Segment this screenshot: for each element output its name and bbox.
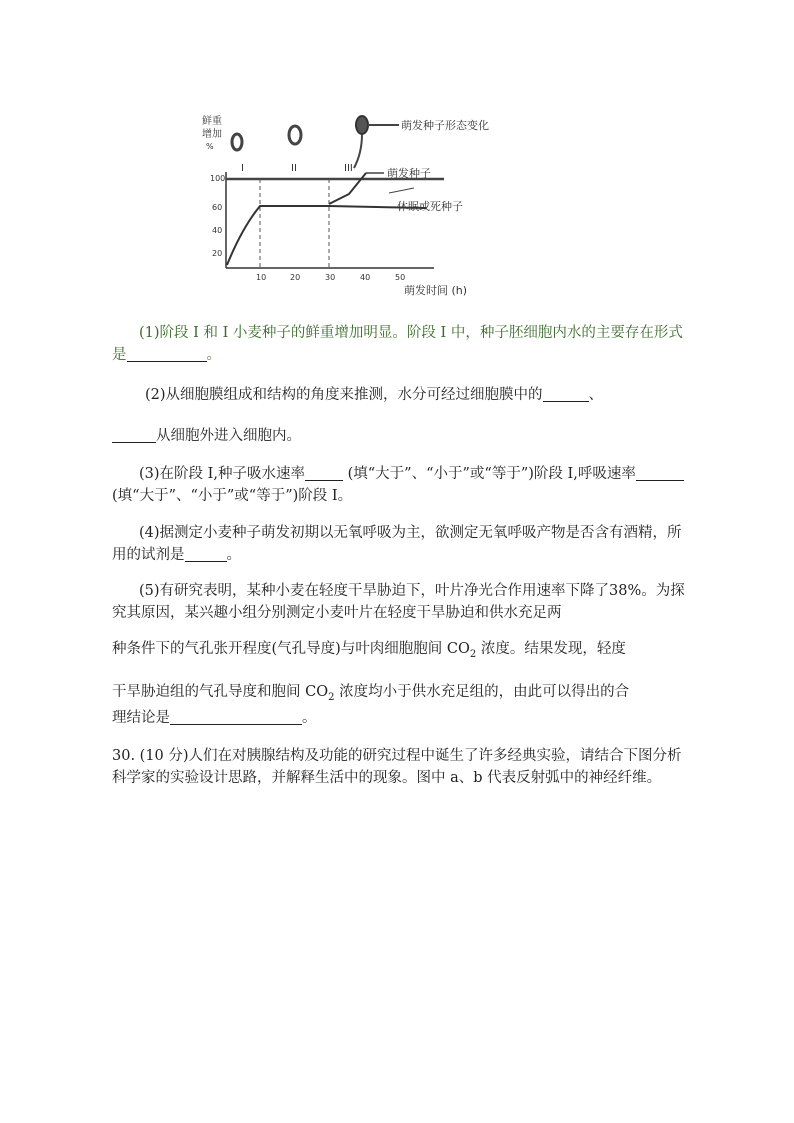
y-label-3: % [206, 142, 214, 151]
q5-line3b: 浓度。结果发现，轻度 [476, 641, 626, 657]
y-tick-20: 20 [212, 249, 223, 258]
q30-text: 30. (10 分)人们在对胰腺结构及功能的研究过程中诞生了许多经典实验，请结合下图分析科学家的实验设计思路，并解释生活中的现象。图中 a、b 代表反射弧中的神经纤维。 [112, 748, 682, 786]
y-label-1: 鲜重 [202, 116, 222, 127]
q5-co2-sub-1: 2 [469, 648, 477, 660]
question-5-line-5 [112, 707, 692, 729]
x-tick-10: 10 [256, 273, 267, 282]
question-4 [112, 522, 692, 566]
q4-text: (4)据测定小麦种子萌发初期以无氧呼吸为主，欲测定无氧呼吸产物是否含有酒精，所用的试剂是 [112, 525, 682, 563]
question-30 [112, 745, 694, 789]
q3-blank-2[interactable] [636, 466, 684, 481]
q3-part1: (3)在阶段 I,种子吸水速率 [139, 466, 305, 482]
x-axis-label: 萌发时间 (h) [404, 284, 468, 297]
stage-label-2: II [291, 163, 297, 174]
q5-line3a: 种条件下的气孔张开程度(气孔导度)与叶肉细胞胞间 CO [112, 641, 470, 657]
stage-label-1: I [241, 163, 244, 174]
question-2-line-2 [112, 425, 692, 447]
q4-end: 。 [226, 547, 241, 563]
dormant-seed-curve [227, 206, 426, 265]
q2-line2: 从细胞外进入细胞内。 [156, 428, 301, 444]
q5-line1: (5)有研究表明，某种小麦在轻度干旱胁迫下，叶片净光合作用速率下降了38%。为探究其原因，某兴趣小组分别测定小麦叶片在轻度干旱胁迫和供水充足两 [112, 583, 685, 621]
q3-part3: (填“大于”、“小于”或“等于”)阶段 I。 [112, 488, 353, 504]
x-tick-50: 50 [395, 273, 406, 282]
q4-blank[interactable] [185, 547, 227, 562]
x-tick-20: 20 [290, 273, 301, 282]
q2-text: (2)从细胞膜组成和结构的角度来推测，水分可经过细胞膜中的 [145, 387, 543, 403]
question-5 [112, 580, 692, 624]
x-tick-40: 40 [360, 273, 371, 282]
y-label-2: 增加 [202, 129, 222, 140]
question-5-line-4 [112, 681, 692, 703]
q2-blank-1[interactable] [543, 387, 589, 402]
q1-blank[interactable] [127, 347, 207, 362]
seed-weight-chart [194, 108, 494, 306]
question-1 [112, 322, 692, 366]
q1-text: (1)阶段 I 和 I 小麦种子的鲜重增加明显。阶段 I 中，种子胚细胞内水的主要存在形式是 [112, 325, 683, 363]
seed-stage2-icon [289, 126, 301, 144]
annotation-seed-shape: 萌发种子形态变化 [401, 119, 489, 132]
question-2 [112, 384, 692, 406]
stage-label-3: III [344, 163, 353, 174]
germinating-seed-curve [329, 173, 366, 204]
seed-stage3-icon [356, 116, 368, 134]
q3-part2: (填“大于”、“小于”或“等于”)阶段 I,呼吸速率 [343, 466, 636, 482]
q5-line4b: 浓度均小于供水充足组的，由此可以得出的合 [334, 684, 630, 700]
q5-end: 。 [302, 710, 317, 726]
q1-end: 。 [206, 347, 221, 363]
q5-line5: 理结论是 [112, 710, 170, 726]
seed-weight-figure [194, 108, 494, 306]
q5-line4a: 干旱胁迫组的气孔导度和胞间 CO [112, 684, 329, 700]
q2-mid: 、 [588, 387, 604, 403]
q5-blank[interactable] [170, 710, 302, 725]
q5-co2-sub-2: 2 [328, 691, 335, 703]
question-3 [112, 463, 692, 507]
annotation-germinating-seed: 萌发种子 [387, 167, 431, 180]
x-tick-30: 30 [325, 273, 336, 282]
y-tick-100: 100 [210, 174, 226, 183]
question-5-line-3 [112, 638, 692, 660]
y-tick-40: 40 [212, 226, 223, 235]
q3-blank-1[interactable] [305, 466, 343, 481]
seed-root-icon [354, 134, 362, 168]
q2-blank-2[interactable] [112, 428, 156, 443]
y-tick-60: 60 [212, 203, 223, 212]
annotation-dormant-seed: 休眠或死种子 [397, 200, 463, 213]
seed-stage1-icon [232, 134, 242, 150]
